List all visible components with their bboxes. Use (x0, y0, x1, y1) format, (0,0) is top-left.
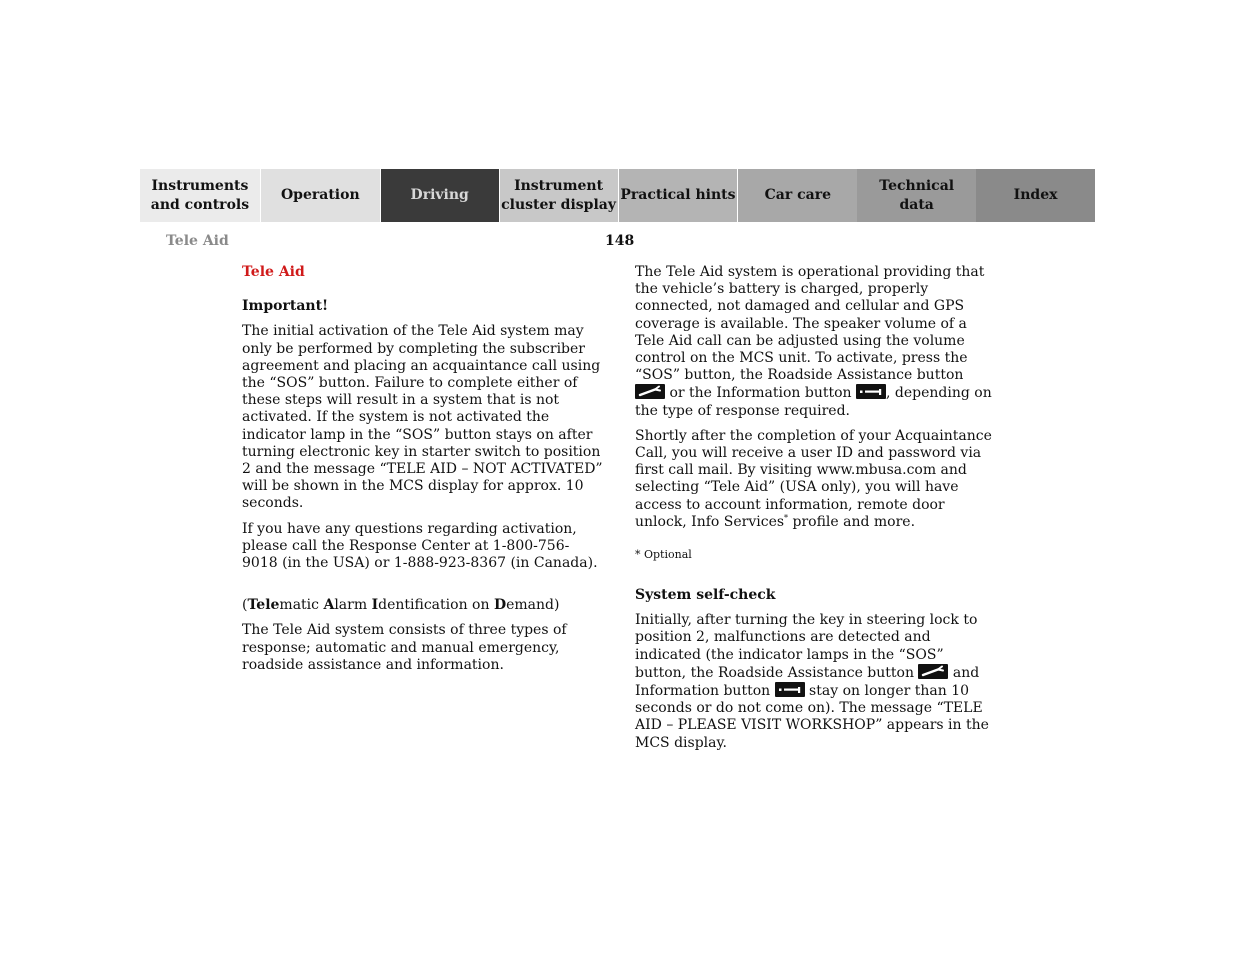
tab-car-care[interactable]: Car care (738, 169, 857, 222)
acronym-dentification: dentification on (378, 597, 494, 614)
tab-technical-data[interactable]: Technical data (857, 169, 976, 222)
operational-text-c: , depending on the type of response required. (635, 385, 992, 419)
tab-instruments-and-controls[interactable]: Instruments and controls (140, 169, 260, 222)
self-check-text-a: Initially, after turning the key in steering lock to position 2, malfunctions are detected and indicated (the indicator lamps in the “SOS” button, the Roadside Assistance button (635, 612, 978, 681)
wrench-icon (635, 384, 665, 399)
activation-paragraph: The initial activation of the Tele Aid system may only be performed by completing the subscriber agreement and placing an acquaintance call using the “SOS” button. Failure to complete either of these steps will result in a system that is not activated. If the system is not activated the indicator lamp in the “SOS” button stays on after turning electronic key in starter switch to position 2 and the message “TELE AID – NOT ACTIVATED” will be shown in the MCS display for approx. 10 seconds. (242, 323, 603, 512)
important-heading: Important! (242, 298, 329, 315)
optional-footnote: * Optional (635, 548, 692, 562)
tab-instrument-cluster-display[interactable]: Instrument cluster display (500, 169, 618, 222)
operational-text-b: or the Information button (665, 385, 856, 402)
info-i-icon (775, 682, 805, 697)
tab-practical-hints[interactable]: Practical hints (619, 169, 738, 222)
operational-text-a: The Tele Aid system is operational providing that the vehicle’s battery is charged, properly connected, not damaged and cellular and GPS coverage is available. The speaker volume of a Tele Aid call can be adjusted using the volume control on the MCS unit. To activate, press the “SOS” button, the Roadside Assistance button (635, 264, 985, 384)
left-column (242, 264, 604, 674)
optional-marker: * (784, 513, 789, 523)
acquaintance-text-a: Shortly after the completion of your Acquaintance Call, you will receive a user ID and password via first call mail. By visiting www.mbusa.com and selecting “Tele Aid” (USA only), you will have access to account information, remote door unlock, Info Services (635, 427, 992, 530)
response-types-paragraph: The Tele Aid system consists of three types of response; automatic and manual emergency, roadside assistance and information. (242, 622, 567, 673)
wrench-icon (918, 664, 948, 679)
section-label: Tele Aid (166, 233, 229, 249)
tab-operation[interactable]: Operation (261, 169, 380, 222)
acronym-emand: emand) (506, 597, 560, 614)
acquaintance-paragraph (635, 428, 995, 531)
info-i-icon (856, 384, 886, 399)
self-check-text-c: stay on longer than 10 seconds or do not come on). The message “TELE AID – PLEASE VISIT WORKSHOP” appears in the MCS display. (635, 683, 989, 751)
acronym-larm: larm (334, 597, 372, 614)
acronym-matic: matic (279, 597, 324, 614)
operational-paragraph (635, 264, 995, 420)
acronym-i: I (371, 597, 379, 614)
tab-driving[interactable]: Driving (381, 169, 499, 222)
tab-index[interactable]: Index (976, 169, 1095, 222)
acronym-line (242, 597, 604, 614)
acronym-d: D (493, 597, 507, 614)
acronym-a: A (323, 597, 335, 614)
self-check-text-b: and Information button (635, 664, 980, 700)
self-check-heading: System self-check (635, 587, 776, 604)
acronym-open: ( (242, 597, 248, 614)
page-number: 148 (605, 233, 635, 249)
section-tabs (140, 169, 1095, 222)
self-check-paragraph (635, 612, 995, 752)
right-column (635, 264, 995, 752)
acronym-tele: Tele (247, 597, 280, 614)
acquaintance-text-b: profile and more. (788, 513, 916, 530)
response-center-paragraph: If you have any questions regarding activation, please call the Response Center at 1-800-756-9018 (in the USA) or 1-888-923-8367 (in Canada). (242, 520, 598, 572)
page-title: Tele Aid (242, 264, 305, 280)
